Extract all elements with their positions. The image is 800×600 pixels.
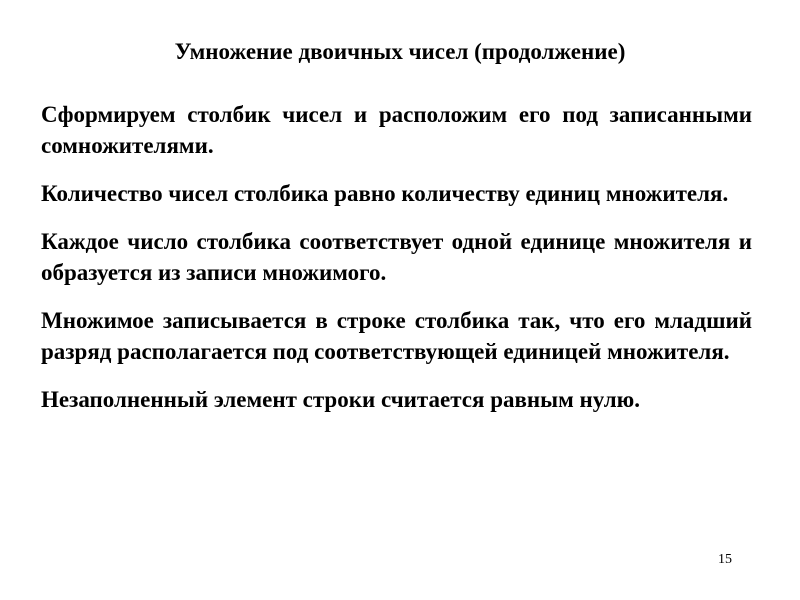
page-number: 15 [718,552,732,567]
paragraph-4: Множимое записывается в строке столбика так, что его младший разряд располагается под соответствующей единицей множителя. [41,308,752,364]
paragraph-2: Количество чисел столбика равно количеству единиц множителя. [41,181,729,206]
slide-body [41,99,752,432]
paragraph-5: Незаполненный элемент строки считается равным нулю. [41,387,640,412]
slide-title: Умножение двоичных чисел (продолжение) [174,39,626,64]
paragraph-1: Сформируем столбик чисел и расположим его под записанными сомножителями. [41,102,752,158]
paragraph-3: Каждое число столбика соответствует одной единице множителя и образуется из записи множимого. [41,229,752,285]
